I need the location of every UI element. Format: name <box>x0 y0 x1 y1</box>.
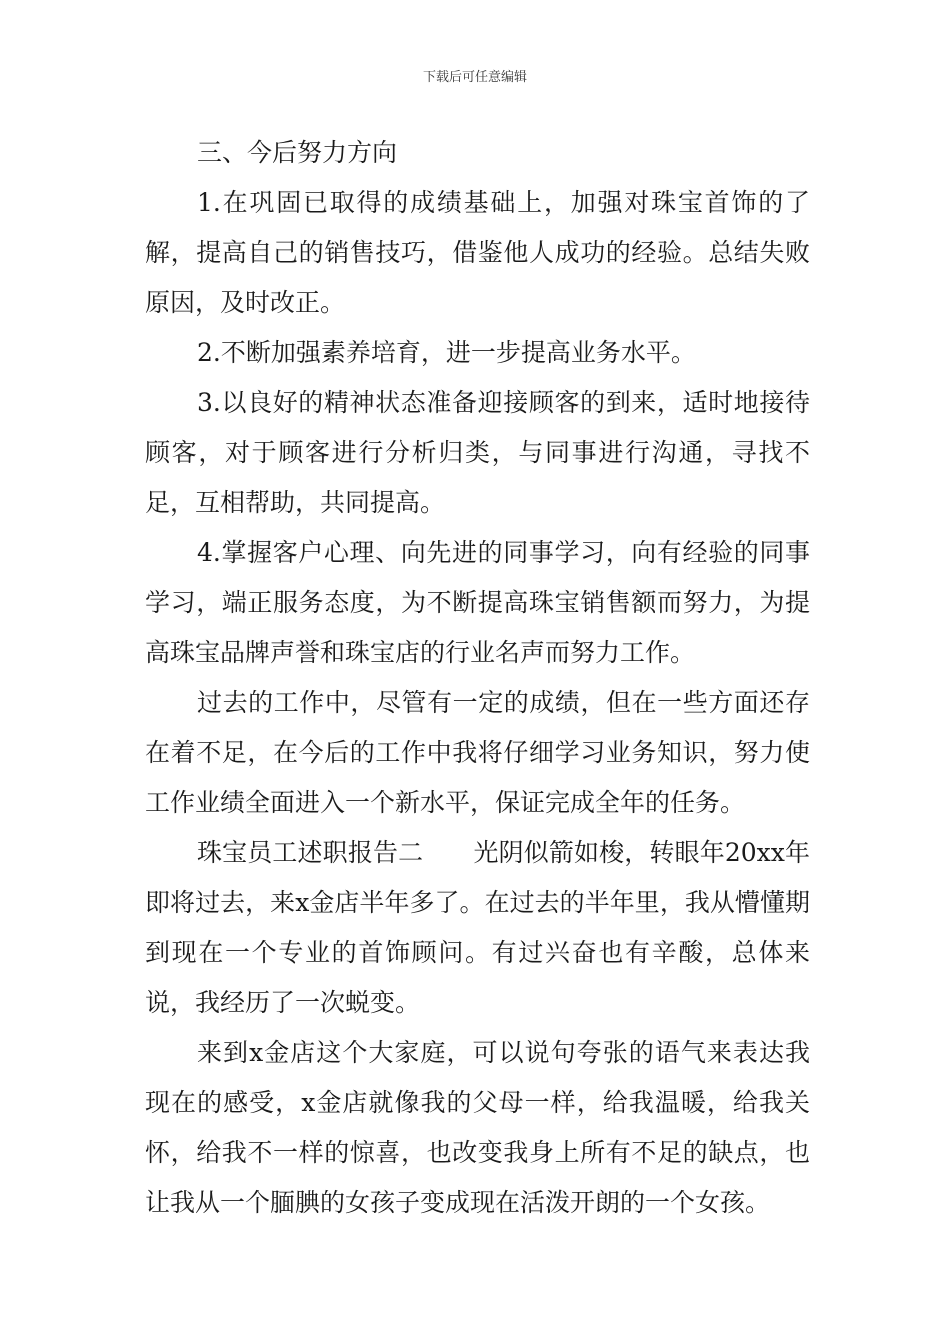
document-body <box>145 128 810 1228</box>
page-header: 下载后可任意编辑 <box>422 70 527 85</box>
paragraph-7: 来到x金店这个大家庭，可以说句夸张的语气来表达我现在的感受，x金店就像我的父母一样，给我温暖，给我关怀，给我不一样的惊喜，也改变我身上所有不足的缺点，也让我从一个腼腆的女孩子变成现在活泼开朗的一个女孩。 <box>145 1038 810 1217</box>
paragraph-5: 过去的工作中，尽管有一定的成绩，但在一些方面还存在着不足，在今后的工作中我将仔细学习业务知识，努力使工作业绩全面进入一个新水平，保证完成全年的任务。 <box>145 688 810 817</box>
paragraph-4: 4.掌握客户心理、向先进的同事学习，向有经验的同事学习，端正服务态度，为不断提高珠宝销售额而努力，为提高珠宝品牌声誉和珠宝店的行业名声而努力工作。 <box>145 538 810 667</box>
section-heading: 三、今后努力方向 <box>197 138 398 167</box>
paragraph-6: 珠宝员工述职报告二 光阴似箭如梭，转眼年20xx年即将过去，来x金店半年多了。在过去的半年里，我从懵懂期到现在一个专业的首饰顾问。有过兴奋也有辛酸，总体来说，我经历了一次蜕变。 <box>145 838 810 1017</box>
paragraph-1: 1.在巩固已取得的成绩基础上，加强对珠宝首饰的了解，提高自己的销售技巧，借鉴他人成功的经验。总结失败原因，及时改正。 <box>145 188 810 317</box>
paragraph-2: 2.不断加强素养培育，进一步提高业务水平。 <box>197 338 696 367</box>
paragraph-3: 3.以良好的精神状态准备迎接顾客的到来，适时地接待顾客，对于顾客进行分析归类，与同事进行沟通，寻找不足，互相帮助，共同提高。 <box>145 388 810 517</box>
